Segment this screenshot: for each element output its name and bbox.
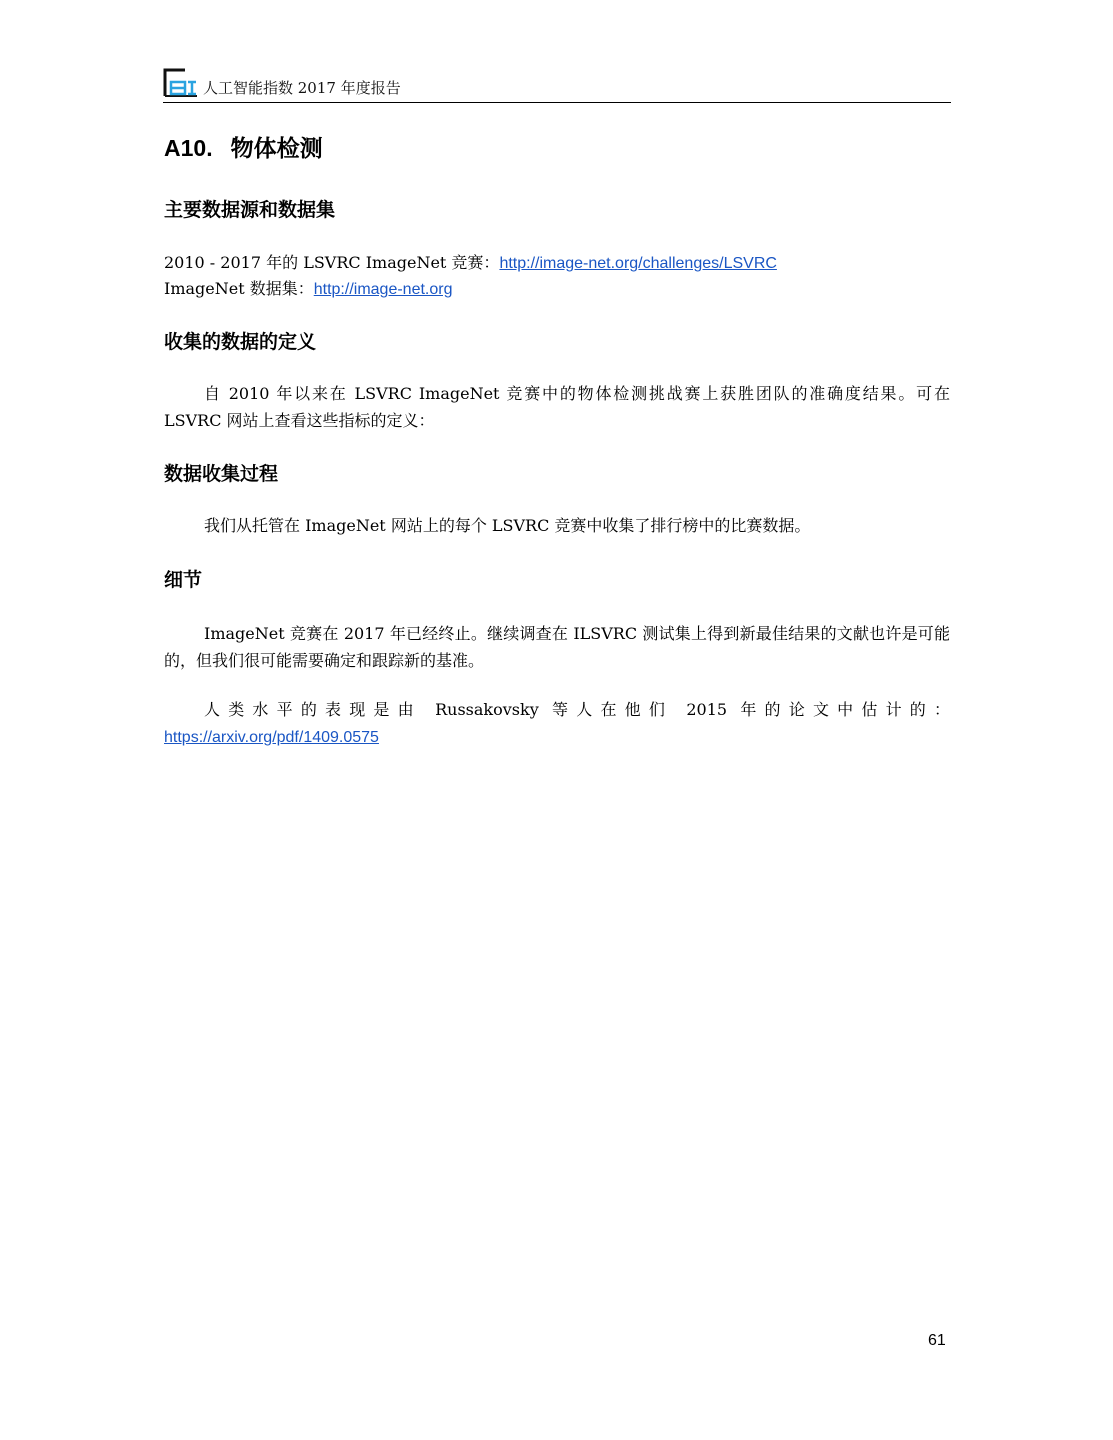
section-number: A10. (164, 135, 213, 161)
details-paragraph-2 (164, 696, 950, 751)
page-header (163, 64, 951, 103)
details-heading: 细节 (164, 569, 203, 591)
section-title: 物体检测 (230, 135, 323, 162)
sources-line-2-text: ImageNet 数据集： (164, 279, 314, 298)
sources-line-1 (164, 250, 777, 277)
ai-logo-icon (163, 66, 197, 98)
section-heading (164, 132, 323, 165)
definition-paragraph: 自 2010 年以来在 LSVRC ImageNet 竞赛中的物体检测挑战赛上获胜团队的准确度结果。可在 LSVRC 网站上查看这些指标的定义： (164, 384, 950, 430)
page-number: 61 (928, 1332, 946, 1349)
imagenet-link[interactable]: http://image-net.org (313, 281, 453, 298)
report-title: 人工智能指数 2017 年度报告 (203, 79, 401, 97)
lsvrc-challenges-link[interactable]: http://image-net.org/challenges/LSVRC (499, 255, 777, 272)
sources-heading: 主要数据源和数据集 (164, 199, 336, 221)
process-heading: 数据收集过程 (164, 463, 279, 485)
sources-line-2 (164, 276, 452, 303)
process-paragraph: 我们从托管在 ImageNet 网站上的每个 LSVRC 竞赛中收集了排行榜中的比赛数据。 (204, 516, 811, 535)
arxiv-paper-link[interactable]: https://arxiv.org/pdf/1409.0575 (164, 729, 379, 746)
details-paragraph-2-text: 人类水平的表现是由 Russakovsky 等人在他们 2015 年的论文中估计的： (204, 700, 950, 719)
definition-heading: 收集的数据的定义 (164, 331, 317, 353)
sources-line-1-text: 2010 - 2017 年的 LSVRC ImageNet 竞赛： (164, 253, 500, 272)
details-paragraph-1: ImageNet 竞赛在 2017 年已经终止。继续调查在 ILSVRC 测试集上得到新最佳结果的文献也许是可能的，但我们很可能需要确定和跟踪新的基准。 (164, 624, 950, 670)
